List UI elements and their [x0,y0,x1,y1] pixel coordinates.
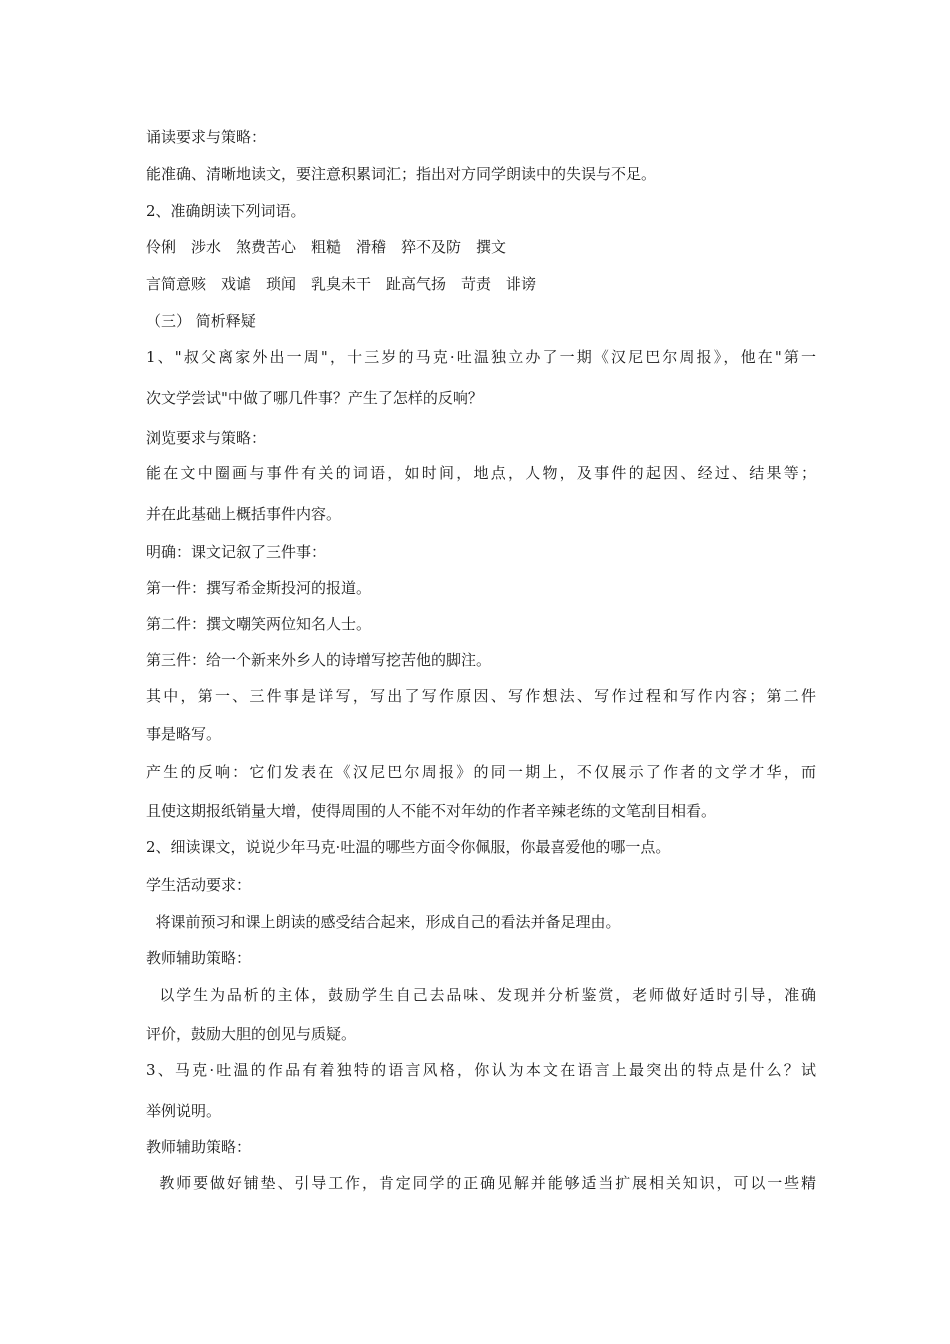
text-line: 以学生为品析的主体，鼓励学生自己去品味、发现并分析鉴赏，老师做好适时引导，准确 [146,986,816,1004]
text-line: 能准确、清晰地读文，要注意积累词汇；指出对方同学朗读中的失误与不足。 [146,165,657,183]
text-line-browse-requirements: 浏览要求与策略： [146,429,267,447]
text-line-vocabulary-2: 言简意赅 戏谑 琐闻 乳臭未干 趾高气扬 苛责 诽谤 [146,275,537,293]
text-line-reading-requirements: 诵读要求与策略： [146,128,267,146]
section-heading-3: （三） 简析释疑 [146,312,256,330]
text-line: 且使这期报纸销量大增，使得周围的人不能不对年幼的作者辛辣老练的文笔刮目相看。 [146,802,717,820]
text-line-vocabulary-1: 伶俐 涉水 煞费苦心 粗糙 滑稽 猝不及防 撰文 [146,238,507,256]
text-line-student-requirements: 学生活动要求： [146,876,252,894]
text-line: 教师要做好铺垫、引导工作，肯定同学的正确见解并能够适当扩展相关知识，可以一些精 [146,1174,816,1192]
text-line-event-1: 第一件：撰写希金斯投河的报道。 [146,579,372,597]
text-line-question-2: 2、细读课文，说说少年马克·吐温的哪些方面令你佩服，你最喜爱他的哪一点。 [146,838,671,856]
text-line-item-2: 2、准确朗读下列词语。 [146,202,306,220]
text-line-question-3: 3、马克·吐温的作品有着独特的语言风格，你认为本文在语言上最突出的特点是什么？试 [146,1061,816,1079]
text-line-teacher-strategy: 教师辅助策略： [146,1138,252,1156]
text-line: 举例说明。 [146,1102,222,1120]
text-line: 并在此基础上概括事件内容。 [146,505,342,523]
text-line-event-2: 第二件：撰文嘲笑两位知名人士。 [146,615,372,633]
text-line: 次文学尝试"中做了哪几件事？产生了怎样的反响？ [146,389,483,407]
text-line-teacher-strategy: 教师辅助策略： [146,949,252,967]
text-line: 评价，鼓励大胆的创见与质疑。 [146,1025,357,1043]
text-line: 事是略写。 [146,725,222,743]
text-line: 其中，第一、三件事是详写，写出了写作原因、写作想法、写作过程和写作内容；第二件 [146,687,816,705]
text-line-reaction: 产生的反响：它们发表在《汉尼巴尔周报》的同一期上，不仅展示了作者的文学才华，而 [146,763,816,781]
text-line-question-1: 1、"叔父离家外出一周"，十三岁的马克·吐温独立办了一期《汉尼巴尔周报》，他在"第一 [146,348,816,366]
text-line: 能在文中圈画与事件有关的词语，如时间，地点，人物，及事件的起因、经过、结果等； [146,464,816,482]
text-line: 将课前预习和课上朗读的感受结合起来，形成自己的看法并备足理由。 [146,913,621,931]
text-line-clarify: 明确：课文记叙了三件事： [146,543,327,561]
text-line-event-3: 第三件：给一个新来外乡人的诗增写挖苦他的脚注。 [146,651,492,669]
